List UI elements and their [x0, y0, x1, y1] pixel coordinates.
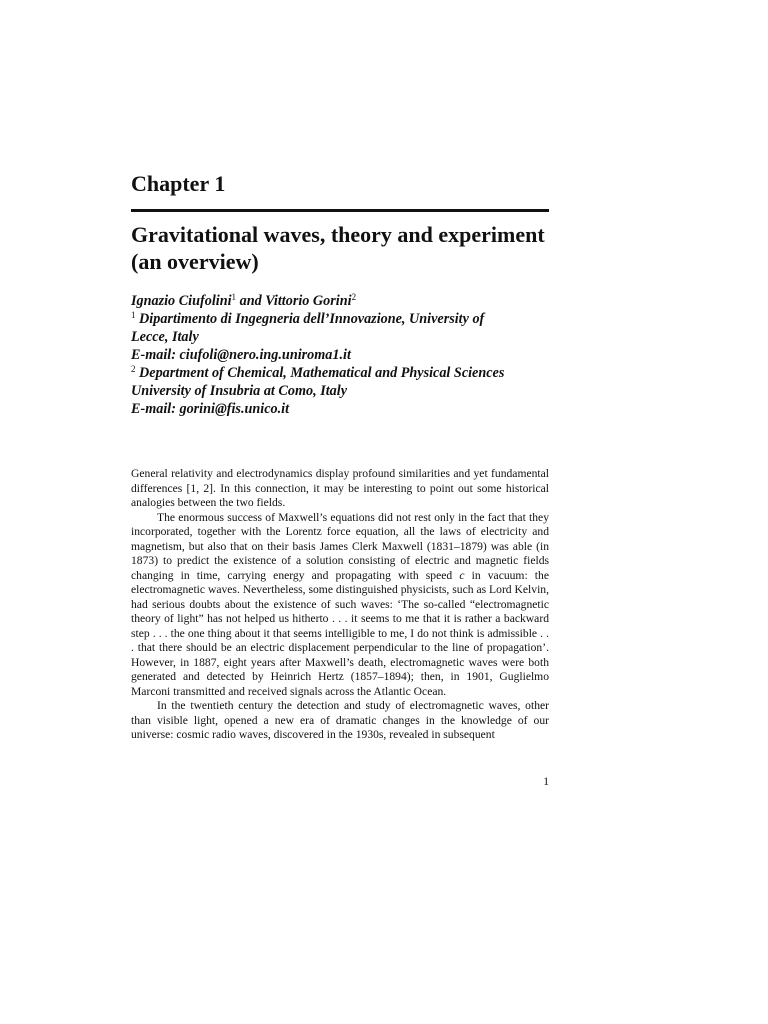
chapter-divider-rule: [131, 209, 549, 212]
affiliation-2-line-2: University of Insubria at Como, Italy: [131, 383, 347, 399]
chapter-title: [131, 221, 551, 275]
affiliation-1-line-1: [131, 310, 551, 328]
chapter-title-line-1: Gravitational waves, theory and experiment: [131, 222, 545, 247]
chapter-body: [131, 467, 549, 743]
page-number: 1: [543, 775, 549, 788]
author-2-superscript: 2: [351, 292, 357, 302]
author-1-email: E-mail: ciufoli@nero.ing.uniroma1.it: [131, 347, 351, 363]
author-1-superscript: 1: [231, 292, 237, 302]
affiliation-1-line-2: Lecce, Italy: [131, 329, 199, 345]
chapter-title-line-2: (an overview): [131, 249, 259, 274]
author-name-2: and Vittorio Gorini: [236, 293, 352, 309]
body-paragraph-2-part-1: The enormous success of Maxwell’s equations did not rest only in the fact that they incorporated, together with the Lorentz force equation, all the laws of electricity and magnetism, but also that on their basis James Clerk Maxwell (1831–1879) was able (in 1873) to predict the existence of a solution consisting of electric and magnetic fields changing in time, carrying energy and propagating with speed: [131, 510, 549, 582]
body-paragraph-3: In the twentieth century the detection and study of electromagnetic waves, other than visible light, opened a new era of dramatic changes in the knowledge of our universe: cosmic radio waves, discovered in the 1930s, revealed in subsequent: [131, 699, 549, 741]
author-block: [131, 292, 551, 418]
author-names: [131, 292, 551, 310]
affiliation-2-text: Department of Chemical, Mathematical and Physical Sciences: [135, 365, 505, 381]
speed-of-light-symbol: c: [459, 568, 465, 582]
body-paragraph-1: General relativity and electrodynamics display profound similarities and yet fundamental differences [1, 2]. In this connection, it may be interesting to point out some historical analogies between the two fields.: [131, 467, 549, 509]
affiliation-1-superscript: 1: [131, 310, 136, 320]
chapter-label: Chapter 1: [131, 171, 226, 196]
affiliation-2-line-1: [131, 364, 551, 382]
body-paragraph-2: [131, 511, 549, 700]
book-page: [131, 0, 549, 1024]
affiliation-2-superscript: 2: [131, 364, 136, 374]
author-name-1: Ignazio Ciufolini: [131, 293, 232, 309]
author-2-email: E-mail: gorini@fis.unico.it: [131, 401, 290, 417]
affiliation-1-text: Dipartimento di Ingegneria dell’Innovazione, University of: [135, 311, 485, 327]
body-paragraph-2-part-2: in vacuum: the electromagnetic waves. Nevertheless, some distinguished physicists, such as Lord Kelvin, had serious doubts about the existence of such waves: ‘The so-called “electromagnetic theory of light” has not helped us hitherto . . . it seems to me that it is rather a backward step . . . the one thing about it that seems intelligible to me, I do not think is admissible . . . that there should be an electric displacement perpendicular to the line of propagation’. However, in 1887, eight years after Maxwell’s death, electromagnetic waves were both generated and detected by Heinrich Hertz (1857–1894); then, in 1901, Guglielmo Marconi transmitted and received signals across the Atlantic Ocean.: [131, 568, 549, 698]
